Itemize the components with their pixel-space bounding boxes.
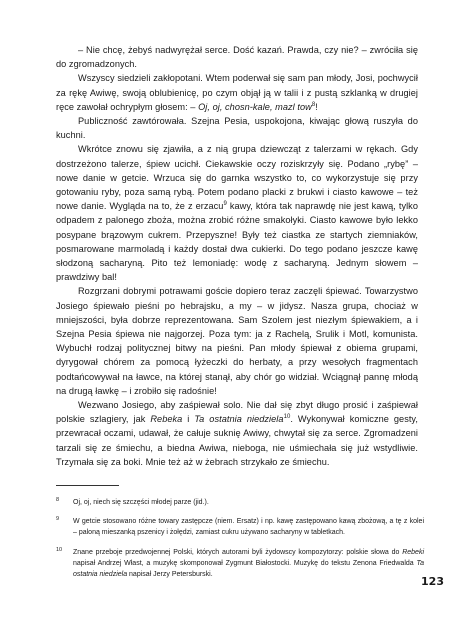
footnote: [56, 516, 424, 538]
italic-text: Oj, oj, chosn-kale, mazl tow: [198, 101, 312, 112]
footnote-number: 8: [56, 497, 60, 503]
text-run: Znane przeboje przedwojennej Polski, których autorami byli żydowscy kompozytorzy: polskie słowa do: [73, 548, 403, 556]
main-text: [56, 43, 418, 469]
italic-text: Ta ostatnia niedziela: [194, 414, 284, 425]
paragraph: [56, 142, 418, 284]
text-run: Wszyscy siedzieli zakłopotani. Wtem poderwał się sam pan młody, Josi, pochwycił za rękę Awiwę, swoją oblubienicę, po czym objął ją w talii i z pustą szklanką w drugiej ręce zawołał ochrypłym głosem: –: [56, 73, 418, 112]
paragraph: [56, 43, 418, 71]
text-run: !: [315, 101, 318, 112]
text-run: – Nie chcę, żebyś nadwyrężał serce. Dość kazań. Prawda, czy nie? – zwróciła się do zgromadzonych.: [56, 45, 418, 70]
paragraph: [56, 398, 418, 469]
text-run: Publiczność zawtórowała. Szejna Pesia, uspokojona, kiwając głową ruszyła do kuchni.: [56, 116, 418, 141]
paragraph: [56, 284, 418, 398]
footnote-number: 10: [56, 546, 63, 553]
footnote: [56, 547, 424, 581]
footnote-reference: 10: [283, 414, 291, 421]
text-run: napisał Andrzej Włast, a muzykę skomponował Zygmunt Białostocki. Muzykę do tekstu Zenona Friedwalda: [73, 559, 417, 567]
text-run: Wkrótce znowu się zjawiła, a z nią grupa dziewcząt z talerzami w rękach. Gdy dostrzeżono talerze, śpiew ucichł. Ciekawskie oczy roziskrzyły się. Podano „rybę” – nowe danie w getcie. Wrzuca się do garnka wszystko to, co wykorzystuje się przy gotowaniu ryby, poza samą rybą. Potem podano placki z brukwi i ciasto kawowe – też nowe danie. Wygląda na to, że z erzacu: [56, 144, 418, 212]
footnote-reference: 8: [311, 101, 316, 108]
text-run: i: [182, 414, 195, 425]
text-run: kawy, która tak naprawdę nie jest kawą, tylko odpadem z palonego zboża, można zrobić różne smakołyki. Ciasto kawowe było lekko posypane brązowym cukrem. Przepyszne! Były też ciastka ze startych ziemniaków, posmarowane marmoladą i każdy dostał dwa cukierki. Do tego podano jeszcze kawę słodzoną sacharyną. Pito też lemoniadę: wodę z sacharyną. Jednym słowem – prawdziwy bal!: [56, 201, 418, 283]
italic-text: Rebeki: [402, 548, 424, 556]
paragraph: [56, 71, 418, 114]
italic-text: Ta ostatnia niedziela: [73, 559, 424, 579]
text-run: Oj, oj, niech się szczęści młodej parze (jid.).: [73, 499, 209, 506]
footnotes: [56, 497, 424, 588]
page-number: 123: [421, 575, 444, 588]
footnote-reference: 9: [223, 201, 227, 208]
text-run: Wezwano Josiego, aby zaśpiewał solo. Nie dał się zbyt długo prosić i zaśpiewał polskie szlagiery, jak: [56, 400, 418, 425]
paragraph: [56, 114, 418, 142]
text-run: . Wykonywał komiczne gesty, przewracał oczami, udawał, że całuje suknię Awiwy, chwytał się za serce. Zgromadzeni tarzali się ze śmiechu, a biedna Awiwa, nieboga, nie uśmiechała się już wstydliwie. Trzymała się za boki. Mnie też aż w żebrach strzykało ze śmiechu.: [56, 414, 418, 467]
text-run: Rozgrzani dobrymi potrawami goście dopiero teraz zaczęli śpiewać. Towarzystwo Josiego śpiewało pieśni po hebrajsku, a my – w jidysz. Nasza grupa, chociaż w mniejszości, była dobrze reprezentowana. Sam Szolem jest niezłym śpiewakiem, a i Szejna Pesia śpiewa nie najgorzej. Poza tym: ja z Rachelą, Srulik i Motl, komunista. Wybuchł rodzaj politycznej bitwy na pieśni. Pan młody śpiewał z obiema grupami, dyrygował chórem za pomocą łyżeczki do herbaty, a przy wesołych fragmentach podtańcowywał na ławce, na której stanął, aby chór go widział. Wciągnął pannę młodą na drugą ławkę – i zrobiło się radośnie!: [56, 286, 418, 396]
footnote-number: 9: [56, 516, 60, 523]
footnote-separator: [56, 485, 119, 486]
footnote: [56, 497, 424, 508]
italic-text: Rebeka: [150, 414, 183, 425]
text-run: W getcie stosowano różne towary zastępcze (niem. Ersatz) i np. kawę zastępowano kawą zbożową, a tę z kolei – paloną mieszanką pszenicy i żołędzi, zamiast cukru używano sacharyny w tabletkach.: [73, 518, 424, 537]
text-run: napisał Jerzy Petersburski.: [127, 571, 213, 579]
